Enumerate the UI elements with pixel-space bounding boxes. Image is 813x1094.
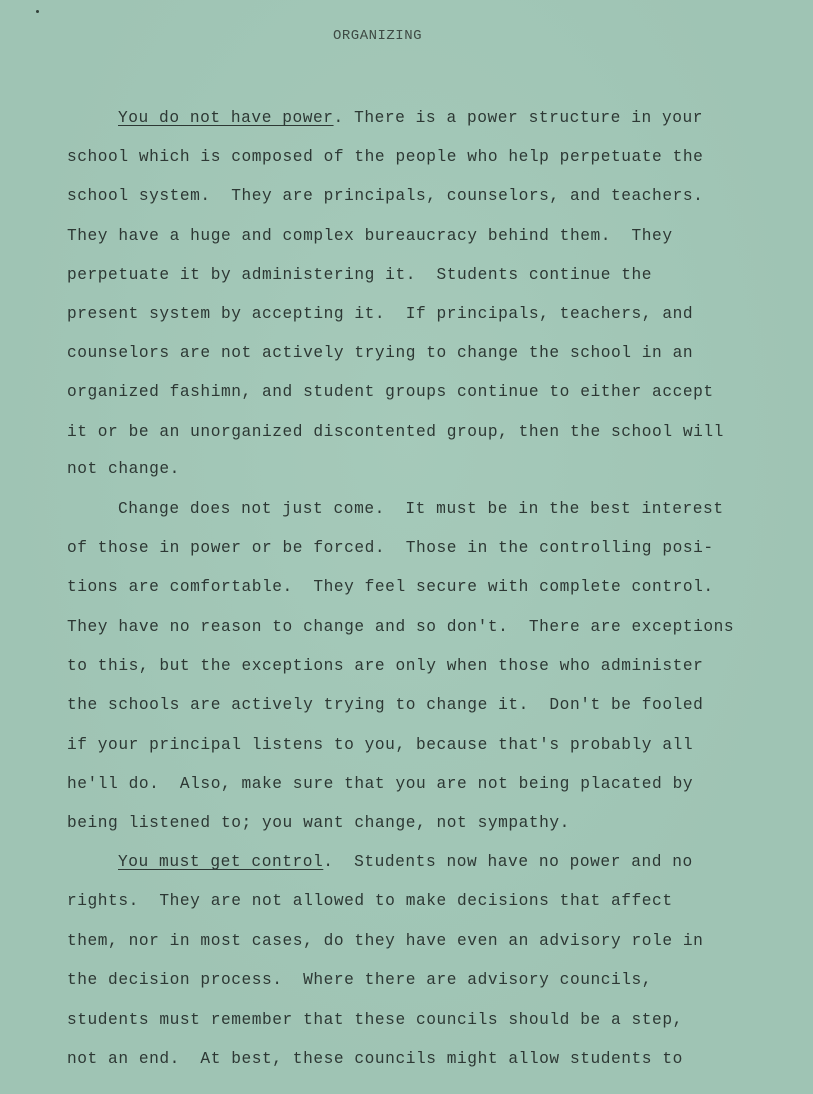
text-line: it or be an unorganized discontented group, then the school will xyxy=(67,423,724,441)
text-line: being listened to; you want change, not sympathy. xyxy=(67,814,570,832)
text-line: counselors are not actively trying to change the school in an xyxy=(67,344,694,362)
text-line: not change. xyxy=(67,460,180,478)
text-line: They have a huge and complex bureaucracy behind them. They xyxy=(67,227,673,245)
underlined-heading: You must get control xyxy=(118,853,324,871)
text-line: students must remember that these councils should be a step, xyxy=(67,1011,683,1029)
text-line: if your principal listens to you, because that's probably all xyxy=(67,736,694,754)
text-line: the decision process. Where there are advisory councils, xyxy=(67,971,653,989)
text-line: present system by accepting it. If principals, teachers, and xyxy=(67,305,694,323)
text-line: not an end. At best, these councils might allow students to xyxy=(67,1050,683,1068)
text-line: organized fashimn, and student groups continue to either accept xyxy=(67,383,714,401)
page-title: ORGANIZING xyxy=(332,28,422,44)
paper-speck xyxy=(36,10,39,13)
text-line: Change does not just come. It must be in the best interest xyxy=(118,500,724,518)
text-line: of those in power or be forced. Those in the controlling posi- xyxy=(67,539,714,557)
text-line: rights. They are not allowed to make decisions that affect xyxy=(67,892,673,910)
text-line: They have no reason to change and so don't. There are exceptions xyxy=(67,618,735,636)
underlined-heading: You do not have power xyxy=(118,109,334,127)
text-line: tions are comfortable. They feel secure with complete control. xyxy=(67,578,714,596)
text-line: perpetuate it by administering it. Students continue the xyxy=(67,266,653,284)
text-line: he'll do. Also, make sure that you are not being placated by xyxy=(67,775,694,793)
text-line: them, nor in most cases, do they have even an advisory role in xyxy=(67,932,704,950)
text-line: school which is composed of the people who help perpetuate the xyxy=(67,148,704,166)
text-line: to this, but the exceptions are only when those who administer xyxy=(67,657,704,675)
text-line: You must get control. Students now have no power and no xyxy=(118,853,693,871)
text-line: the schools are actively trying to change it. Don't be fooled xyxy=(67,696,704,714)
text-line: You do not have power. There is a power structure in your xyxy=(118,109,704,127)
text-line: school system. They are principals, counselors, and teachers. xyxy=(67,187,704,205)
